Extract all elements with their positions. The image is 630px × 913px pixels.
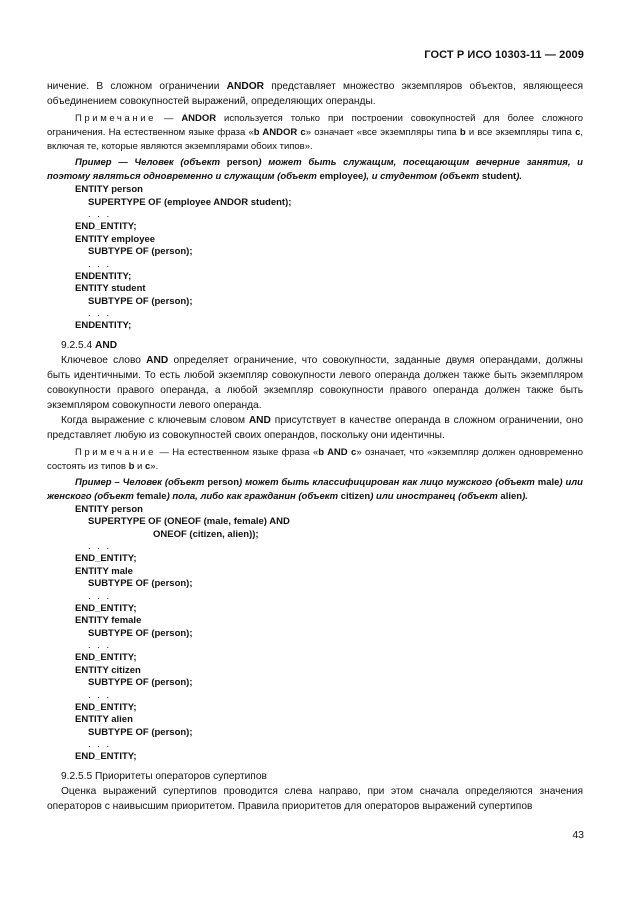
text-run: ) или женского (объект — [47, 476, 583, 502]
keyword: AND — [248, 414, 271, 426]
entity-name: female — [136, 490, 167, 502]
code-ellipsis: . . . — [88, 209, 112, 220]
entity-name: employee — [319, 171, 364, 182]
note-and — [47, 446, 583, 474]
text-run: определяет ограничение, что совокупности, заданные двумя операндами, должны быть идентичными. То есть любой экземпляр совокупности левого операнда должен также быть экземпляром совокупности правого операнда, а любой экземпляр совокупности правого операнда должен также быть экземпляром совокупности левого операнда. — [47, 354, 583, 411]
code-block-and — [47, 504, 583, 764]
code-ellipsis: . . . — [88, 689, 112, 701]
code-line: SUBTYPE OF (person); — [88, 726, 193, 738]
code-ellipsis: . . . — [88, 541, 112, 552]
code-line: SUPERTYPE OF (employee ANDOR student); — [88, 196, 292, 208]
document-header: ГОСТ Р ИСО 10303-11 — 2009 — [424, 49, 584, 61]
code-ellipsis: . . . — [88, 739, 112, 750]
text-run: ) может быть служащим, посещающим вечерние занятия, и поэтому являться одновременно и служащим (объект — [47, 157, 583, 182]
keyword: ANDOR — [226, 81, 265, 92]
text-run: ). — [516, 171, 523, 182]
section-number: 9.2.5.4 — [61, 339, 95, 351]
entity-name: citizen — [340, 490, 371, 502]
code-line: SUBTYPE OF (person); — [88, 677, 193, 688]
code-line: SUPERTYPE OF (ONEOF (male, female) AND — [88, 516, 290, 527]
code-ellipsis: . . . — [88, 308, 112, 319]
code-line: ENTITY female — [75, 615, 142, 626]
entity-name: person — [226, 157, 259, 168]
code-line: ENTITY person — [75, 184, 143, 195]
section-title: AND — [95, 339, 118, 351]
text-run: представляет множество экземпляров объектов, являющееся объединением совокупностей выражений, определяющих операнды. — [47, 81, 584, 107]
paragraph-and-operand — [47, 413, 583, 443]
text-run: ». — [150, 460, 159, 472]
entity-name: student — [481, 171, 517, 182]
text-run: ). — [522, 490, 528, 502]
text-run: ), и студентом (объект — [363, 171, 482, 182]
text-run: , включая те, которые являются экземплярами обоих типов». — [47, 127, 583, 152]
code-ellipsis: . . . — [88, 640, 112, 651]
text-run: Когда выражение с ключевым словом — [61, 414, 249, 426]
keyword: b — [459, 127, 466, 138]
code-line: END_ENTITY; — [75, 652, 137, 663]
code-line: END_ENTITY; — [75, 553, 137, 564]
section-heading-priorities: 9.2.5.5 Приоритеты операторов супертипов — [61, 770, 267, 782]
code-line: END_ENTITY; — [75, 602, 137, 614]
text-run: ничение. В сложном ограничении — [47, 81, 227, 92]
keyword: c — [144, 460, 151, 472]
code-line: ENTITY male — [75, 565, 133, 577]
entity-name: male — [537, 476, 560, 488]
code-line: ENTITY student — [75, 283, 146, 294]
keyword: b — [128, 460, 135, 472]
text-run: ) может быть классифицирован как лицо мужского (объект — [239, 476, 538, 488]
paragraph-and-definition — [47, 353, 583, 413]
code-line: ENTITY alien — [75, 714, 133, 725]
keyword: AND — [146, 354, 169, 366]
entity-name: person — [207, 476, 240, 488]
code-ellipsis: . . . — [88, 590, 112, 602]
section-heading-and — [47, 338, 583, 353]
page-body — [47, 79, 583, 814]
text-run: присутствует в качестве операнда в сложном ограничении, оно представляет любую из совокупностей своих операндов, поскольку они идентичны. — [47, 414, 583, 441]
note-andor — [47, 112, 583, 154]
code-line: SUBTYPE OF (person); — [88, 246, 193, 257]
text-run: и — [134, 460, 145, 472]
paragraph-priorities: Оценка выражений супертипов проводится слева направо, при этом сначала определяются значения операторов с наивысшим приоритетом. Правила приоритетов для операторов выражений супертипов — [47, 785, 583, 812]
code-block-andor — [47, 184, 583, 333]
keyword: b AND c — [318, 446, 357, 458]
text-run: Пример — Человек (объект — [75, 157, 227, 168]
text-run: ) или иностранец (объект — [370, 490, 501, 502]
text-run: Ключевое слово — [61, 354, 147, 366]
text-run: — — [156, 113, 182, 124]
text-run: — На естественном языке фраза « — [156, 446, 319, 458]
entity-name: alien — [500, 490, 523, 502]
code-ellipsis: . . . — [88, 258, 112, 270]
code-line: ENTITY person — [75, 503, 143, 515]
code-line: SUBTYPE OF (person); — [88, 627, 193, 639]
code-line: END_ENTITY; — [75, 221, 137, 232]
code-line: SUBTYPE OF (person); — [88, 578, 193, 589]
keyword: c — [575, 127, 581, 138]
code-line: ENDENTITY; — [75, 320, 132, 331]
text-run: и все экземпляры типа — [465, 127, 576, 138]
code-line: ONEOF (citizen, alien)); — [153, 528, 259, 540]
example-and — [47, 476, 583, 504]
code-line: END_ENTITY; — [75, 701, 137, 713]
note-label: Примечание — [75, 446, 156, 458]
keyword: b ANDOR c — [253, 127, 306, 138]
code-line: ENTITY employee — [75, 233, 156, 245]
code-line: END_ENTITY; — [75, 751, 137, 762]
page-number: 43 — [572, 829, 584, 841]
code-line: ENDENTITY; — [75, 270, 132, 282]
paragraph-andor-continuation — [47, 79, 583, 109]
code-line: ENTITY citizen — [75, 664, 141, 676]
note-label: Примечание — [75, 113, 156, 124]
code-line: SUBTYPE OF (person); — [88, 295, 193, 307]
keyword: ANDOR — [181, 113, 217, 124]
text-run: » означает, что «экземпляр должен одновременно состоять из типов — [47, 446, 583, 472]
text-run: используется только при построении совокупностей для более сложного ограничения. На естественном языке фраза « — [47, 113, 583, 138]
example-andor — [47, 156, 583, 184]
text-run: » означает «все экземпляры типа — [305, 127, 460, 138]
text-run: ) пола, либо как гражданин (объект — [166, 490, 341, 502]
text-run: Пример – Человек (объект — [75, 476, 208, 488]
